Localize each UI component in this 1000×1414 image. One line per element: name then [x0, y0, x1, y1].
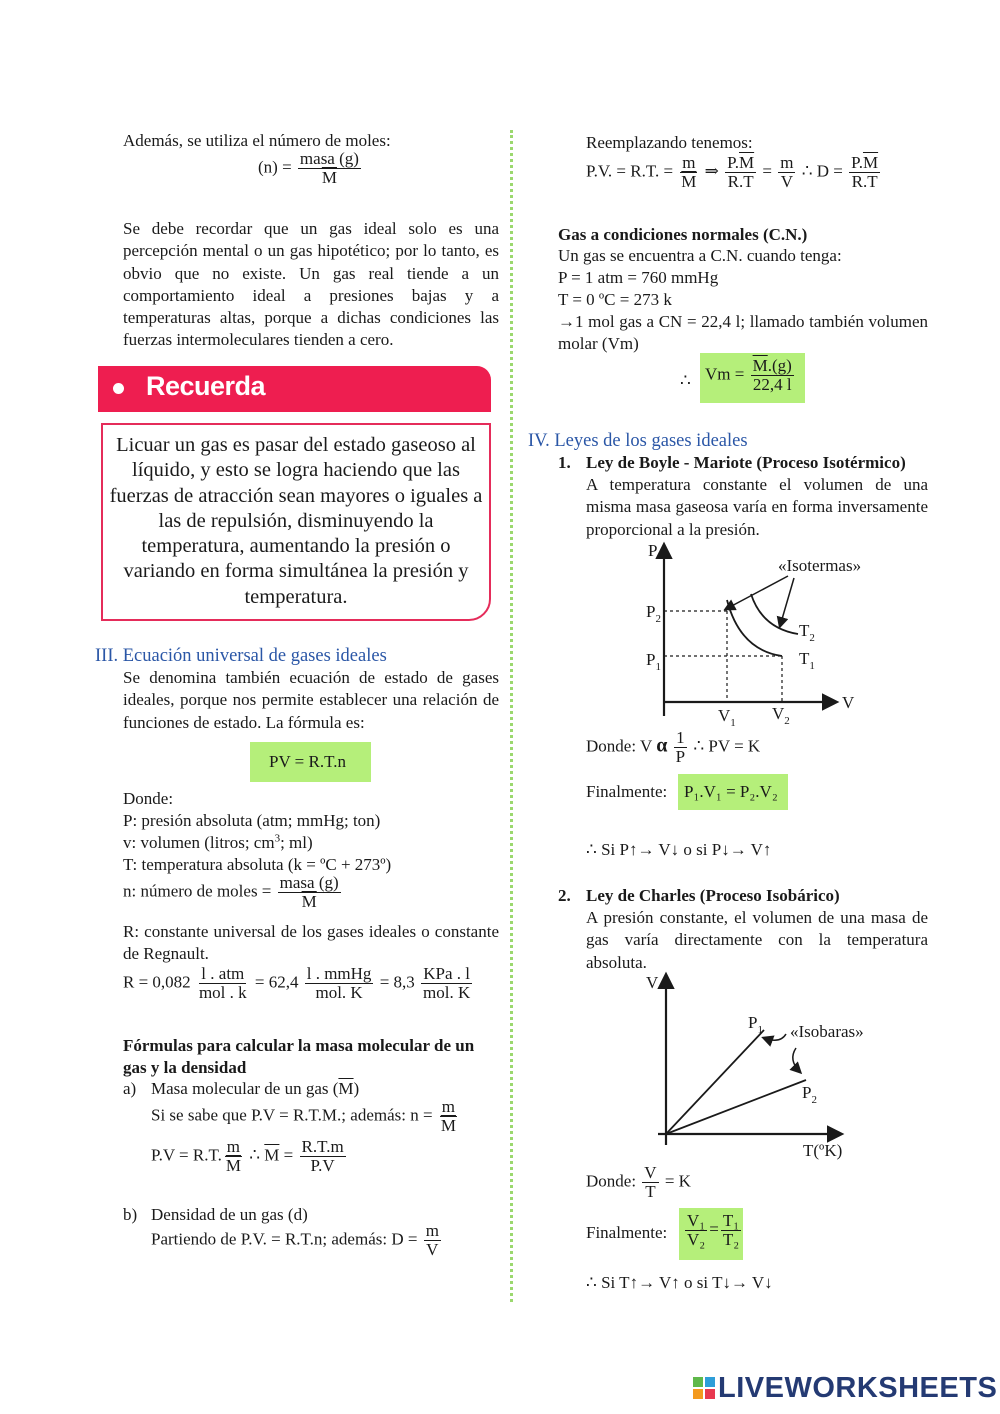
law2-number: 2. [558, 886, 571, 905]
moles-fraction [298, 150, 361, 187]
item-a-line3-num2: R.T.m [301, 1137, 344, 1156]
reemplazando-label: Reemplazando tenemos: [586, 133, 753, 152]
donde-label: Donde: [123, 789, 174, 808]
law1-final-label: Finalmente: [586, 782, 668, 801]
formulas-title: Fórmulas para calcular la masa molecular de un gas y la densidad [123, 1036, 475, 1078]
law1-donde [586, 729, 760, 766]
density-f2-num-m: $\overline{M}$ [739, 153, 755, 172]
law2-donde-label: Donde: [586, 1171, 637, 1191]
column-divider [510, 130, 513, 1302]
density-frac3 [778, 154, 795, 191]
boyle-t2-main: T [799, 621, 810, 640]
r1-num: l . atm [201, 964, 245, 983]
r3-num: KPa . l [423, 964, 471, 983]
boyle-t2-label [799, 621, 815, 644]
density-frac2 [725, 154, 756, 191]
moles-formula [258, 150, 363, 187]
density-f3-num: m [780, 153, 794, 172]
boyle-v2-label [772, 704, 790, 727]
law2-final-frac1 [685, 1212, 707, 1249]
density-f2-den: R.T [727, 172, 754, 191]
law2-fraction [642, 1164, 658, 1201]
boyle-t2-sub: 2 [809, 632, 815, 644]
law1-donde-pre: Donde: V [586, 736, 652, 756]
vm-num-m: $\overline{M}$ [752, 356, 768, 375]
ideal-gas-paragraph: Se debe recordar que un gas ideal solo es una percepción mental o un gas hipotético; por lo tanto, es obvio que no existe. Un gas real tiende a un comportamiento ideal a presiones bajas y a temperaturas altas, porque a dichas condiciones las fuerzas intermoleculares tienden a cero. [123, 219, 499, 350]
item-a-title [151, 1078, 359, 1100]
def-volume-post: ; ml) [280, 833, 313, 852]
isotermas-label: «Isotermas» [778, 556, 862, 575]
density-therefore: ∴ D = [801, 161, 843, 181]
law2-f-den: V₂ [687, 1230, 706, 1249]
law1-number: 1. [558, 453, 571, 472]
law1-paragraph: A temperatura constante el volumen de una misma masa gaseosa varía en forma inversamente proporcional a la presión. [586, 475, 928, 539]
boyle-p1-sub: 1 [655, 661, 661, 673]
vm-therefore: ∴ [680, 371, 691, 390]
density-frac4 [849, 154, 880, 191]
law2-num1: V [644, 1163, 657, 1182]
law2-final-frac2 [721, 1212, 741, 1249]
item-a-line3-den: M [225, 1156, 241, 1175]
charles-p2-label [802, 1083, 817, 1106]
def-volume-sup: 3 [274, 832, 281, 845]
density-f4-num-m: $\overline{M}$ [862, 153, 879, 172]
law2-den1: T [645, 1182, 656, 1201]
density-eq: = [762, 161, 772, 181]
def-moles-den: M [301, 892, 317, 911]
density-f1-num: m [682, 153, 696, 172]
def-moles-num: masa (g) [279, 873, 339, 892]
r1-den: mol . k [198, 983, 247, 1002]
item-b-line2-text: Partiendo de P.V. = R.T.n; además: D = [151, 1229, 418, 1249]
isobara-arrow-1 [764, 1034, 786, 1040]
cn-line4: →1 mol gas a CN = 22,4 l; llamado también volumen molar (Vm) [558, 312, 928, 354]
item-a-pre: Masa molecular de un gas ( [151, 1079, 339, 1098]
isoterma-arrow-2 [780, 578, 794, 626]
item-b-line2-den: V [426, 1240, 439, 1259]
boyle-p1-main: P [646, 650, 656, 669]
section4-title: IV. Leyes de los gases ideales [528, 431, 748, 451]
law1-final-formula: P₁.V₁ = P₂.V₂ [684, 782, 778, 801]
bullet-icon [113, 383, 124, 394]
charles-p1-label [748, 1013, 763, 1036]
law2-conclusion: ∴ Si T↑→ V↑ o si T↓→ V↓ [586, 1273, 773, 1292]
r3-den: mol. K [423, 983, 471, 1002]
moles-den: M [321, 168, 337, 187]
item-a-line3-num: m [226, 1137, 241, 1156]
item-b-title: Densidad de un gas (d) [151, 1205, 308, 1224]
r2-den: mol. K [315, 983, 363, 1002]
item-a-line3-m: $\overline{M}$ [264, 1145, 280, 1165]
law1-donde-post: ∴ PV = K [693, 736, 761, 756]
law2-paragraph: A presión constante, el volumen de una masa de gas varía directamente con la temperatura absoluta. [586, 908, 928, 972]
item-a-line2-text: Si se sabe que P.V = R.T.M.; además: n = [151, 1105, 433, 1125]
isobar-p2 [666, 1080, 806, 1134]
law1-conclusion: ∴ Si P↑→ V↓ o si P↓→ V↑ [586, 840, 772, 859]
cn-line2: P = 1 atm = 760 mmHg [558, 268, 719, 287]
vm-lhs: Vm = [705, 364, 745, 384]
proportional-icon: α [656, 734, 668, 757]
item-a-label: a) [123, 1079, 137, 1098]
boyle-p2-label [646, 602, 661, 625]
law2-final-label: Finalmente: [586, 1223, 668, 1242]
boyle-t1-label [799, 649, 815, 672]
item-a-line3-pre: P.V = R.T. [151, 1145, 222, 1165]
density-frac1 [679, 154, 698, 191]
moles-num: masa (g) [299, 149, 359, 168]
isobar-p1 [666, 1030, 764, 1134]
r-eq3: = 8,3 [379, 972, 415, 992]
item-a-line3-eq: = [283, 1145, 294, 1165]
charles-y-label: V [646, 973, 659, 992]
density-f2-num [725, 154, 756, 173]
item-a-line2 [151, 1098, 460, 1135]
charles-p1-sub: 1 [757, 1024, 763, 1036]
boyle-v1-main: V [718, 706, 731, 725]
density-pv: P.V. = R.T. = [586, 161, 674, 181]
cn-line3: T = 0 ºC = 273 k [558, 290, 672, 309]
vm-num-post: .(g) [767, 356, 792, 375]
law2-final-formula [683, 1212, 743, 1249]
item-a-line2-num: m [441, 1097, 455, 1116]
boyle-y-label: P [648, 541, 658, 560]
def-moles-lhs: n: número de moles = [123, 881, 272, 901]
def-moles-fraction [278, 874, 341, 911]
item-a-post: ) [353, 1079, 360, 1098]
recuerda-title: Recuerda [146, 371, 266, 401]
item-a-line3-frac2 [300, 1138, 346, 1175]
boyle-v2-main: V [772, 704, 785, 723]
charles-graph [640, 970, 880, 1165]
def-temperature: T: temperatura absoluta (k = ºC + 273º) [123, 855, 392, 874]
law2-eqk: = K [664, 1171, 691, 1191]
density-f4-num-pre: P. [851, 153, 863, 172]
law1-num1: 1 [676, 728, 685, 747]
law1-den1: P [675, 747, 686, 766]
intro-line: Además, se utiliza el número de moles: [123, 131, 391, 150]
law2-f-eq: = [709, 1219, 719, 1239]
vm-den: 22,4 l [752, 375, 792, 394]
moles-lhs: (n) = [258, 157, 292, 177]
charles-x-label: T(ºK) [803, 1141, 843, 1160]
item-a-line3-therefore: ∴ [249, 1145, 261, 1165]
item-b-line2-fraction [424, 1222, 441, 1259]
item-a-line3-den2: P.V [310, 1156, 335, 1175]
def-moles [123, 874, 343, 911]
r-lhs: R = 0,082 [123, 972, 191, 992]
density-f3-den: V [780, 172, 793, 191]
boyle-p1-label [646, 650, 661, 673]
r1-fraction [197, 965, 249, 1002]
recuerda-banner [98, 366, 491, 412]
vm-num [751, 357, 794, 376]
law2-title: Ley de Charles (Proceso Isobárico) [586, 886, 840, 905]
item-b-label: b) [123, 1205, 138, 1224]
density-formula [586, 154, 882, 191]
item-b-line2-num: m [425, 1221, 439, 1240]
density-f4-num [849, 154, 880, 173]
boyle-v1-sub: 1 [730, 717, 736, 728]
boyle-graph [630, 538, 870, 728]
item-a-line2-fraction [439, 1098, 458, 1135]
boyle-p2-main: P [646, 602, 656, 621]
density-f1-den: M [681, 172, 697, 191]
section3-title: III. Ecuación universal de gases ideales [95, 646, 387, 666]
item-a-m: $\overline{M}$ [338, 1079, 354, 1098]
density-f2-num-pre: P. [727, 153, 739, 172]
law2-f-num2: T₁ [722, 1211, 740, 1230]
def-volume [123, 832, 313, 854]
charles-p2-main: P [802, 1083, 812, 1102]
item-a-line3-frac1 [224, 1138, 243, 1175]
r2-num: l . mmHg [306, 964, 372, 983]
recuerda-text: Licuar un gas es pasar del estado gaseoso al líquido, y esto se logra haciendo que las fuerzas de atracción sean mayores o iguales a las de repulsión, disminuyendo la temperatura, aumentando la presión o variando en forma simultánea la presión y temperatura. [109, 434, 483, 608]
boyle-t1-main: T [799, 649, 810, 668]
isotherm-t1 [727, 600, 782, 656]
r-eq2: = 62,4 [254, 972, 299, 992]
isotherm-t2 [751, 594, 798, 634]
law2-donde [586, 1164, 691, 1201]
liveworksheets-watermark: LIVEWORKSHEETS [718, 1372, 998, 1404]
boyle-x-label: V [842, 693, 855, 712]
isobaras-label: «Isobaras» [790, 1022, 864, 1041]
section3-paragraph: Se denomina también ecuación de estado de gases ideales, porque nos permite establecer una relación de funciones de estado. La fórmula es: [123, 668, 499, 732]
pv-formula: PV = R.T.n [269, 752, 346, 771]
cn-line1: Un gas se encuentra a C.N. cuando tenga: [558, 246, 842, 265]
law2-f-den2: T₂ [722, 1230, 740, 1249]
boyle-t1-sub: 1 [809, 660, 815, 672]
cn-title: Gas a condiciones normales (C.N.) [558, 225, 808, 244]
vm-formula [705, 357, 796, 394]
charles-p1-main: P [748, 1013, 758, 1032]
def-constant-r: R: constante universal de los gases ideales o constante de Regnault. [123, 922, 499, 964]
r2-fraction [305, 965, 374, 1002]
law1-title: Ley de Boyle - Mariote (Proceso Isotérmico) [586, 453, 906, 472]
def-pressure: P: presión absoluta (atm; mmHg; ton) [123, 811, 381, 830]
item-a-line2-den: M [440, 1116, 456, 1135]
boyle-p2-sub: 2 [655, 613, 661, 625]
implies-icon: ⇒ [704, 161, 719, 181]
law1-fraction [674, 729, 687, 766]
boyle-v1-label [718, 706, 736, 728]
def-volume-pre: v: volumen (litros; cm [123, 833, 275, 852]
charles-p2-sub: 2 [811, 1094, 817, 1106]
isobara-arrow-2 [793, 1048, 800, 1072]
isoterma-arrow-1 [726, 576, 788, 609]
vm-fraction [751, 357, 794, 394]
density-f4-den: R.T [851, 172, 878, 191]
item-b-line2 [151, 1222, 443, 1259]
item-a-line3 [151, 1138, 348, 1175]
r3-fraction [421, 965, 472, 1002]
law2-f-num: V₁ [687, 1211, 706, 1230]
r-values-formula [123, 965, 474, 1002]
liveworksheets-logo-icon [693, 1377, 715, 1399]
boyle-v2-sub: 2 [784, 715, 790, 727]
